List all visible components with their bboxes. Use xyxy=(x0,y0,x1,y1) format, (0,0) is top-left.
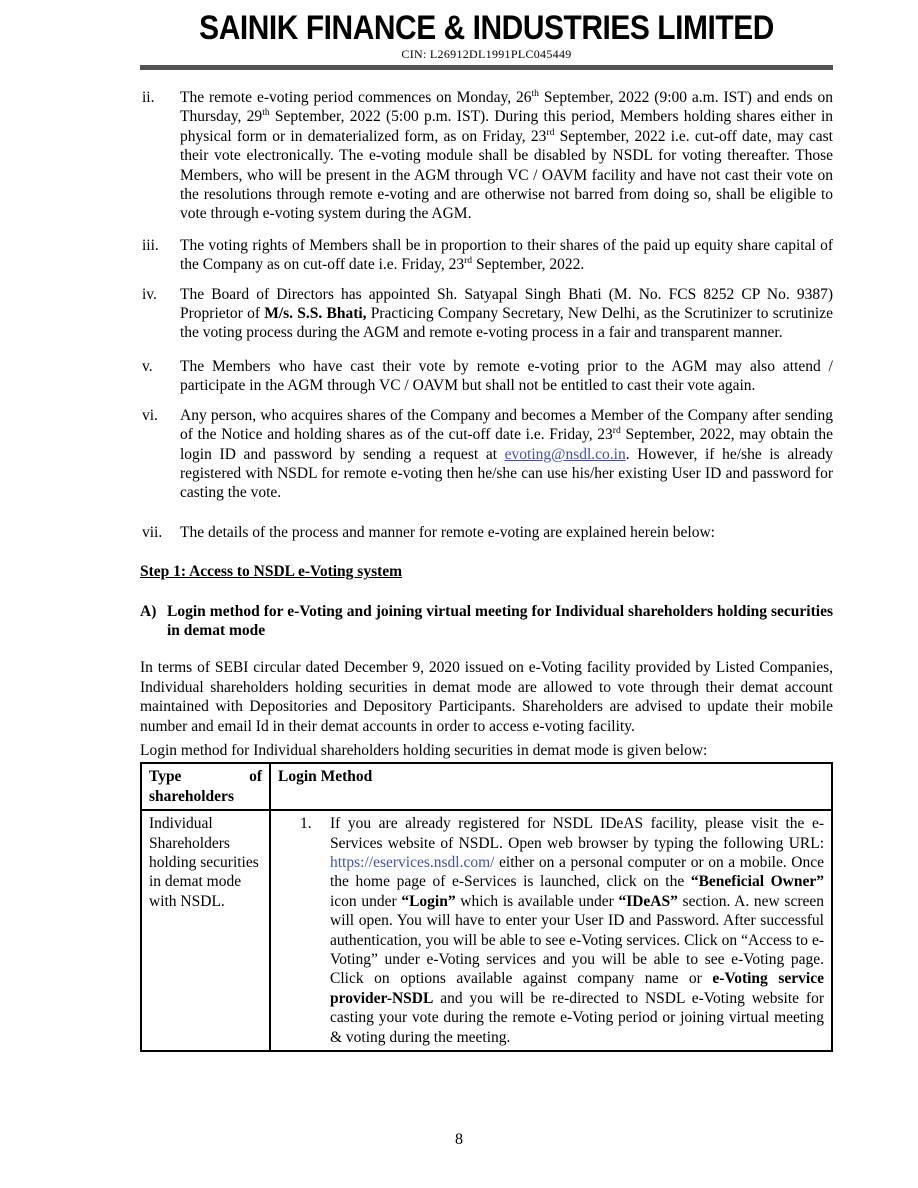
item-number: iii. xyxy=(142,236,159,254)
item-text: Any person, who acquires shares of the Company and becomes a Member of the Company after sending of the Notice and holding shares as of the cut-off date i.e. Friday, 23rd September, 2022, may obtain the login ID and password by sending a request at evoting@nsdl.co.in. However, if he/she is already registered with NSDL for remote e-voting then he/she can use his/her existing User ID and password for casting the vote. xyxy=(180,406,833,502)
login-method-intro: Login method for Individual shareholders holding securities in demat mode is given below: xyxy=(140,741,708,759)
col-header-type-of-shareholders: Type of shareholders xyxy=(141,763,270,810)
company-name-title xyxy=(140,10,833,46)
cell-shareholder-type: Individual Shareholders holding securities in demat mode with NSDL. xyxy=(141,810,270,1051)
notice-item-iii xyxy=(140,236,833,275)
eservices-url-link[interactable]: https://eservices.nsdl.com/ xyxy=(330,854,495,871)
company-name-text: SAINIK FINANCE & INDUSTRIES LIMITED xyxy=(199,9,774,47)
section-a-label: A) xyxy=(140,602,157,620)
method-item-text: If you are already registered for NSDL IDeAS facility, please visit the e-Services website of NSDL. Open web browser by typing the following URL: https://eservices.nsdl.com/ either on a personal computer or on a mobile. Once the home page of e-Services is launched, click on the “Beneficial Owner” icon under “Login” which is available under “IDeAS” section. A. new screen will open. You will have to enter your User ID and Password. After successful authentication, you will be able to see e-Voting services. Click on “Access to e-Voting” under e-Voting services and you will be able to see e-Voting page. Click on options available against company name or e-Voting service provider-NSDL and you will be re-directed to NSDL e-Voting website for casting your vote during the remote e-Voting period or joining virtual meeting & voting during the meeting. xyxy=(330,815,825,1046)
notice-item-v xyxy=(140,357,833,396)
notice-item-iv xyxy=(140,285,833,343)
login-method-table xyxy=(140,762,833,1052)
evoting-email-link[interactable]: evoting@nsdl.co.in xyxy=(504,445,626,463)
section-a-text: Login method for e-Voting and joining virtual meeting for Individual shareholders holding securities in demat mode xyxy=(167,602,833,639)
item-text: The details of the process and manner for remote e-voting are explained herein below: xyxy=(180,523,715,541)
item-number: vii. xyxy=(142,523,163,541)
item-number: v. xyxy=(142,357,153,375)
item-text: The Members who have cast their vote by remote e-voting prior to the AGM may also attend / participate in the AGM through VC / OAVM but shall not be entitled to cast their vote again. xyxy=(180,357,833,395)
login-method-item-1 xyxy=(278,814,824,1047)
table-header-row xyxy=(141,763,832,810)
method-item-number: 1. xyxy=(300,815,312,833)
header-divider xyxy=(140,65,833,70)
notice-item-vi xyxy=(140,406,833,503)
section-a-heading xyxy=(140,602,833,641)
item-text: The voting rights of Members shall be in proportion to their shares of the paid up equity share capital of the Company as on cut-off date i.e. Friday, 23rd September, 2022. xyxy=(180,236,833,274)
item-text: The remote e-voting period commences on Monday, 26th September, 2022 (9:00 a.m. IST) and ends on Thursday, 29th September, 2022 (5:00 p.m. IST). During this period, Members holding shares either in physical form or in dematerialized form, as on Friday, 23rd September, 2022 i.e. cut-off date, may cast their vote electronically. The e-voting module shall be disabled by NSDL for voting thereafter. Those Members, who will be present in the AGM through VC / OAVM facility and have not cast their vote on the resolutions through remote e-voting and are otherwise not barred from doing so, shall be eligible to vote through e-voting system during the AGM. xyxy=(180,87,833,223)
notice-item-vii xyxy=(140,523,833,542)
table-row xyxy=(141,810,832,1051)
notice-list xyxy=(140,88,833,542)
document-content xyxy=(140,0,833,1052)
notice-item-ii xyxy=(140,88,833,224)
cell-login-method xyxy=(270,810,832,1051)
item-number: ii. xyxy=(142,89,155,106)
col-header-login-method: Login Method xyxy=(270,763,832,810)
page-number: 8 xyxy=(455,1131,463,1148)
step1-heading: Step 1: Access to NSDL e-Voting system xyxy=(140,563,403,581)
item-number: vi. xyxy=(142,406,158,424)
sebi-circular-paragraph: In terms of SEBI circular dated December 9, 2020 issued on e-Voting facility provided by Listed Companies, Individual shareholders holding securities in demat mode are allowed to vote through their demat account maintained with Depositories and Depository Participants. Shareholders are advised to update their mobile number and email Id in their demat accounts in order to access e-voting facility. xyxy=(140,659,833,735)
item-text: The Board of Directors has appointed Sh. Satyapal Singh Bhati (M. No. FCS 8252 CP No. 9387) Proprietor of M/s. S.S. Bhati, Practicing Company Secretary, New Delhi, as the Scrutinizer to scrutinize the voting process during the AGM and remote e-voting process in a fair and transparent manner. xyxy=(180,285,833,342)
item-number: iv. xyxy=(142,285,157,303)
company-cin: CIN: L26912DL1991PLC045449 xyxy=(401,47,572,61)
